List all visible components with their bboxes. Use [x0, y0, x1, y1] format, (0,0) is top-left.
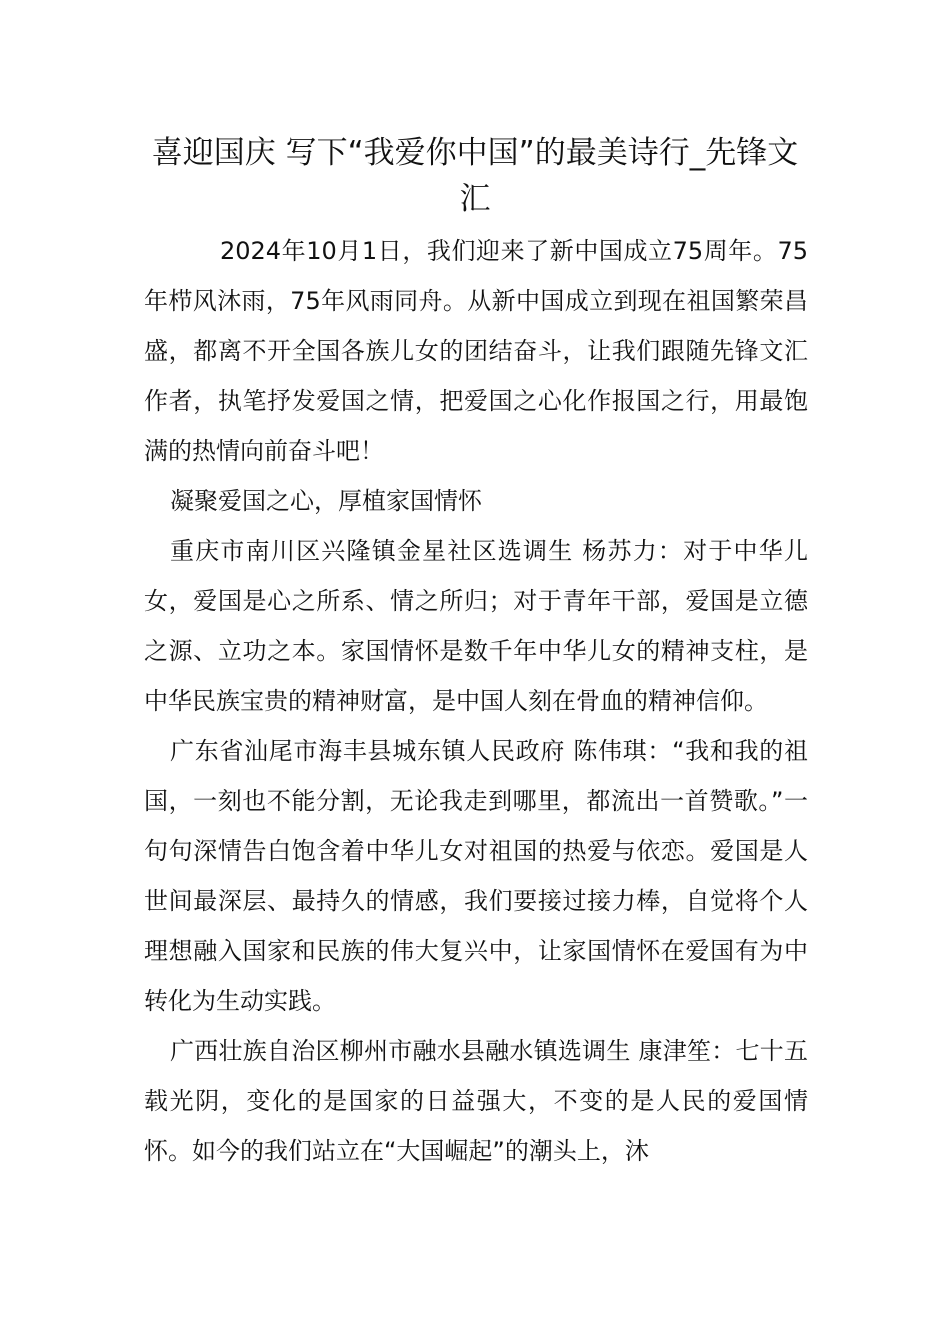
- body-paragraph: 重庆市南川区兴隆镇金星社区选调生 杨苏力：对于中华儿女，爱国是心之所系、情之所归；对于青年干部，爱国是立德之源、立功之本。家国情怀是数千年中华儿女的精神支柱，是中华民族宝贵的精神财富，是中国人刻在骨血的精神信仰。: [144, 537, 808, 715]
- body-paragraph: 广西壮族自治区柳州市融水县融水镇选调生 康津笙：七十五载光阴，变化的是国家的日益强大，不变的是人民的爱国情怀。如今的我们站立在“大国崛起”的潮头上，沐: [144, 1037, 808, 1165]
- intro-paragraph: 2024年10月1日，我们迎来了新中国成立75周年。75年栉风沐雨，75年风雨同舟。从新中国成立到现在祖国繁荣昌盛，都离不开全国各族儿女的团结奋斗，让我们跟随先锋文汇作者，执笔抒发爱国之情，把爱国之心化作报国之行，用最饱满的热情向前奋斗吧！: [144, 237, 808, 465]
- document-body: [144, 226, 808, 1176]
- body-paragraph: 广东省汕尾市海丰县城东镇人民政府 陈伟琪：“我和我的祖国，一刻也不能分割，无论我走到哪里，都流出一首赞歌。”一句句深情告白饱含着中华儿女对祖国的热爱与依恋。爱国是人世间最深层、最持久的情感，我们要接过接力棒，自觉将个人理想融入国家和民族的伟大复兴中，让家国情怀在爱国有为中转化为生动实践。: [144, 737, 808, 1015]
- section-heading: 凝聚爱国之心，厚植家国情怀: [170, 487, 482, 515]
- document-title: 喜迎国庆 写下“我爱你中国”的最美诗行_先锋文汇: [151, 135, 799, 217]
